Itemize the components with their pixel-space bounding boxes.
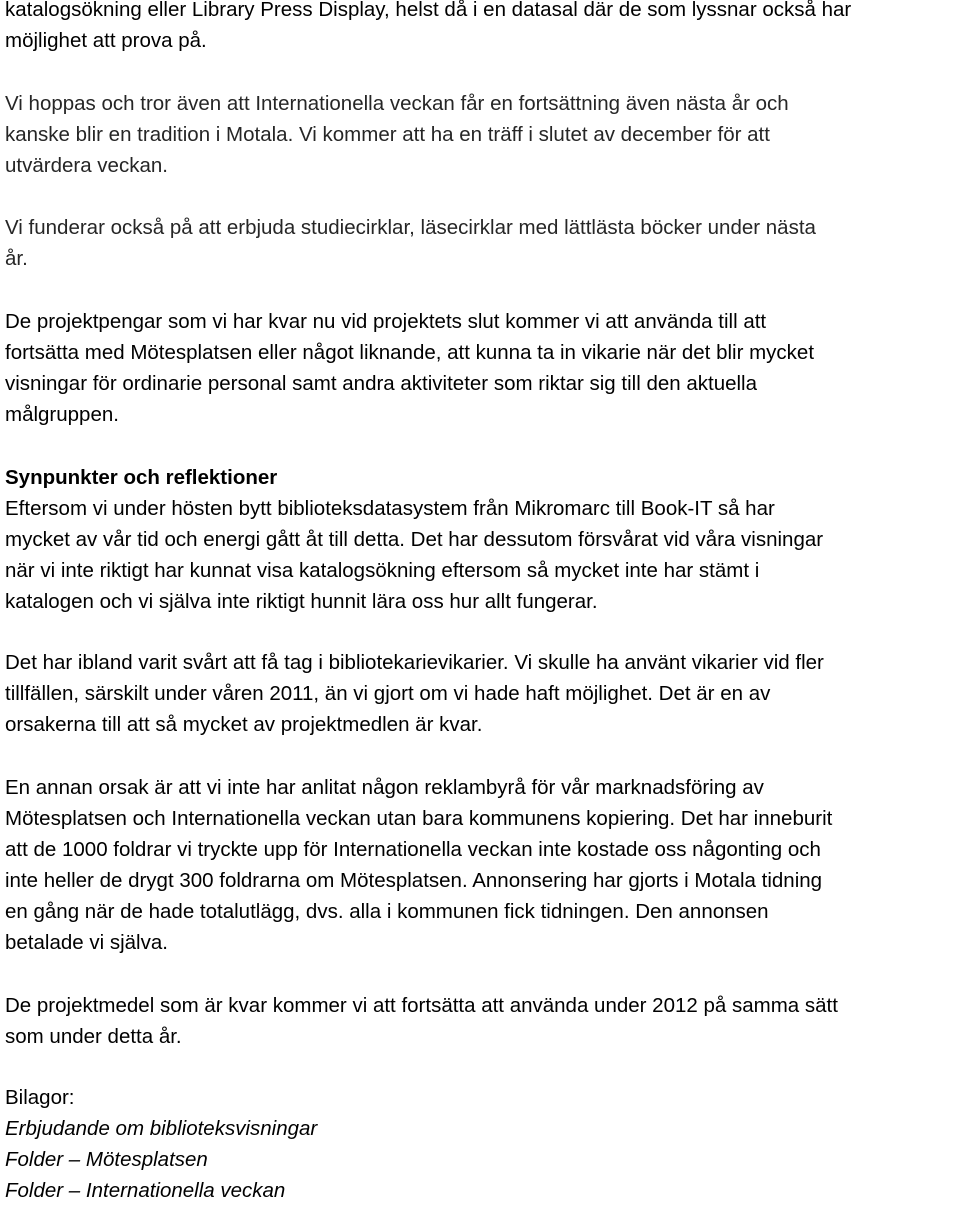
- text-line: tillfällen, särskilt under våren 2011, än vi gjort om vi hade haft möjlighet. Det är en av: [5, 682, 771, 705]
- attachments-list: [5, 1082, 317, 1206]
- text-line: Mötesplatsen och Internationella veckan utan bara kommunens kopiering. Det har inneburit: [5, 807, 833, 830]
- text-line: kanske blir en tradition i Motala. Vi kommer att ha en träff i slutet av december för att: [5, 123, 770, 146]
- text-line: när vi inte riktigt har kunnat visa katalogsökning eftersom så mycket inte har stämt i: [5, 559, 760, 582]
- text-line: betalade vi själva.: [5, 931, 168, 954]
- text-line: De projektmedel som är kvar kommer vi att fortsätta att använda under 2012 på samma sätt: [5, 994, 838, 1017]
- section-heading: Synpunkter och reflektioner: [5, 466, 278, 489]
- paragraph-project-funds: [5, 306, 814, 430]
- paragraph-international-week: [5, 88, 789, 181]
- paragraph-remaining-funds: [5, 990, 838, 1052]
- text-line: målgruppen.: [5, 403, 119, 426]
- text-line: Det har ibland varit svårt att få tag i bibliotekarievikarier. Vi skulle ha använt vikarier vid fler: [5, 651, 824, 674]
- paragraph-study-circles: [5, 212, 816, 274]
- paragraph-marketing: [5, 772, 832, 958]
- attachment-item: Folder – Internationella veckan: [5, 1179, 286, 1202]
- text-line: Eftersom vi under hösten bytt biblioteksdatasystem från Mikromarc till Book-IT så har: [5, 497, 775, 520]
- text-line: orsakerna till att så mycket av projektmedlen är kvar.: [5, 713, 483, 736]
- paragraph-substitutes: [5, 647, 824, 740]
- text-line: år.: [5, 247, 28, 270]
- text-line: katalogen och vi själva inte riktigt hunnit lära oss hur allt fungerar.: [5, 590, 598, 613]
- text-line: Vi funderar också på att erbjuda studiecirklar, läsecirklar med lättlästa böcker under nästa: [5, 216, 816, 239]
- attachments-label: Bilagor:: [5, 1086, 75, 1109]
- text-line: som under detta år.: [5, 1025, 182, 1048]
- paragraph-intro-continuation: [5, 0, 851, 56]
- text-line: Vi hoppas och tror även att Internationella veckan får en fortsättning även nästa år och: [5, 92, 789, 115]
- text-line: utvärdera veckan.: [5, 154, 168, 177]
- section-reflections: [5, 462, 823, 617]
- text-line: inte heller de drygt 300 foldrarna om Mötesplatsen. Annonsering har gjorts i Motala tidning: [5, 869, 823, 892]
- text-line: att de 1000 foldrar vi tryckte upp för Internationella veckan inte kostade oss någonting och: [5, 838, 821, 861]
- text-line: fortsätta med Mötesplatsen eller något liknande, att kunna ta in vikarie när det blir mycket: [5, 341, 815, 364]
- text-line: möjlighet att prova på.: [5, 29, 207, 52]
- text-line: De projektpengar som vi har kvar nu vid projektets slut kommer vi att använda till att: [5, 310, 767, 333]
- text-line: en gång när de hade totalutlägg, dvs. alla i kommunen fick tidningen. Den annonsen: [5, 900, 769, 923]
- text-line: mycket av vår tid och energi gått åt till detta. Det har dessutom försvårat vid våra visningar: [5, 528, 824, 551]
- attachment-item: Folder – Mötesplatsen: [5, 1148, 208, 1171]
- text-line: En annan orsak är att vi inte har anlitat någon reklambyrå för vår marknadsföring av: [5, 776, 764, 799]
- attachment-item: Erbjudande om biblioteksvisningar: [5, 1117, 318, 1140]
- text-line: katalogsökning eller Library Press Display, helst då i en datasal där de som lyssnar också har: [5, 0, 852, 21]
- text-line: visningar för ordinarie personal samt andra aktiviteter som riktar sig till den aktuella: [5, 372, 758, 395]
